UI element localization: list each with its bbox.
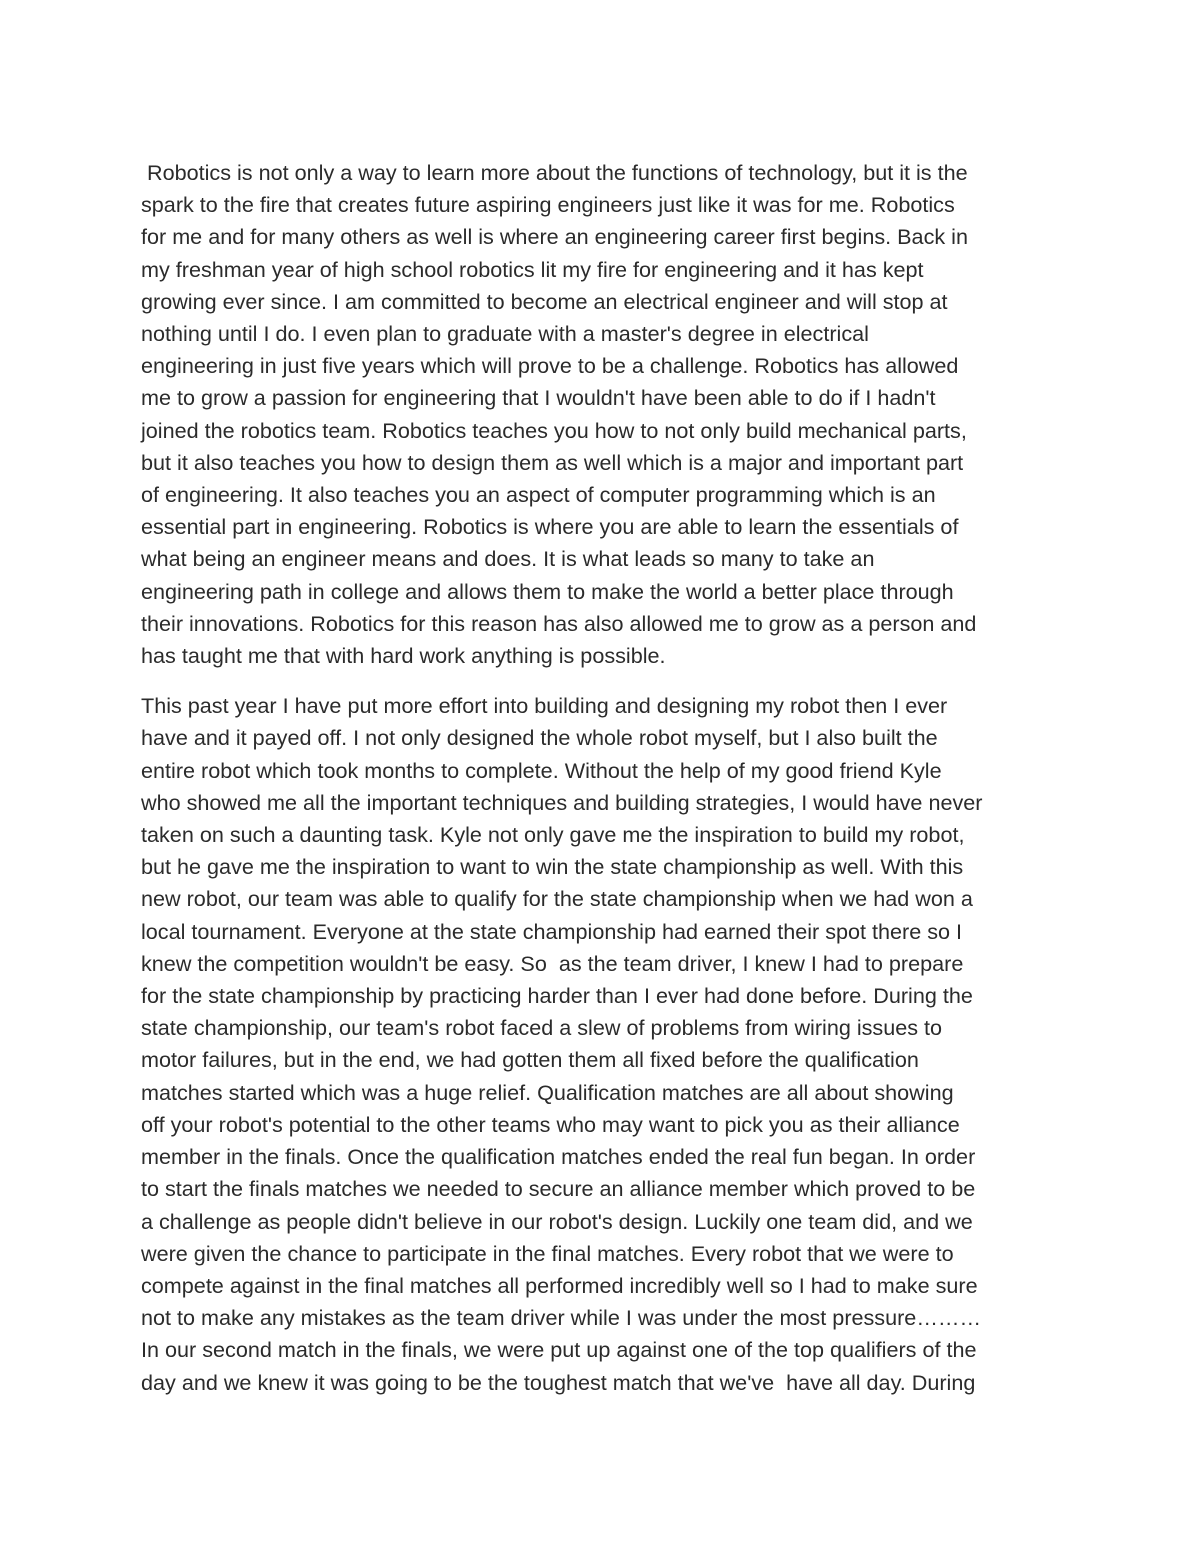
text-line: for me and for many others as well is where an engineering career first begins. Back in: [141, 224, 968, 250]
document-body: [141, 157, 1066, 1399]
text-line: nothing until I do. I even plan to graduate with a master's degree in electrical: [141, 321, 869, 347]
text-line: my freshman year of high school robotics lit my fire for engineering and it has kept: [141, 256, 924, 282]
paragraph-1: [141, 157, 1066, 672]
text-line: off your robot's potential to the other teams who may want to pick you as their alliance: [141, 1111, 960, 1137]
text-line: engineering in just five years which will prove to be a challenge. Robotics has allowed: [141, 353, 959, 379]
text-line: has taught me that with hard work anything is possible.: [141, 643, 666, 669]
text-line: of engineering. It also teaches you an aspect of computer programming which is an: [141, 482, 936, 508]
paragraph-spacer: [141, 672, 1066, 690]
text-line: new robot, our team was able to qualify for the state championship when we had won a: [141, 886, 973, 912]
text-line: In our second match in the finals, we were put up against one of the top qualifiers of the: [141, 1337, 977, 1363]
text-line: entire robot which took months to complete. Without the help of my good friend Kyle: [141, 757, 942, 783]
text-line: growing ever since. I am committed to become an electrical engineer and will stop at: [141, 288, 948, 314]
text-line: were given the chance to participate in the final matches. Every robot that we were to: [141, 1240, 954, 1266]
text-line: who showed me all the important techniques and building strategies, I would have never: [141, 789, 983, 815]
text-line: for the state championship by practicing harder than I ever had done before. During the: [141, 983, 973, 1009]
text-line: local tournament. Everyone at the state championship had earned their spot there so I: [141, 918, 963, 944]
text-line: engineering path in college and allows them to make the world a better place through: [141, 578, 954, 604]
text-line: a challenge as people didn't believe in our robot's design. Luckily one team did, and we: [141, 1208, 973, 1234]
text-line: essential part in engineering. Robotics is where you are able to learn the essentials of: [141, 514, 959, 540]
text-line: This past year I have put more effort into building and designing my robot then I ever: [141, 693, 948, 719]
text-line: but he gave me the inspiration to want to win the state championship as well. With this: [141, 854, 964, 880]
text-line: to start the finals matches we needed to secure an alliance member which proved to be: [141, 1176, 976, 1202]
text-line: not to make any mistakes as the team driver while I was under the most pressure………: [141, 1305, 982, 1331]
paragraph-2: [141, 690, 1066, 1398]
text-line: spark to the fire that creates future aspiring engineers just like it was for me. Robotics: [141, 192, 955, 218]
text-line: day and we knew it was going to be the toughest match that we've have all day. During: [141, 1369, 976, 1395]
text-line: have and it payed off. I not only designed the whole robot myself, but I also built the: [141, 725, 938, 751]
text-line: joined the robotics team. Robotics teaches you how to not only build mechanical parts,: [141, 417, 967, 443]
text-line: their innovations. Robotics for this reason has also allowed me to grow as a person and: [141, 610, 977, 636]
text-line: taken on such a daunting task. Kyle not only gave me the inspiration to build my robot,: [141, 822, 965, 848]
text-line: me to grow a passion for engineering that I wouldn't have been able to do if I hadn't: [141, 385, 936, 411]
text-line: member in the finals. Once the qualification matches ended the real fun began. In order: [141, 1144, 976, 1170]
text-line: knew the competition wouldn't be easy. So as the team driver, I knew I had to prepare: [141, 950, 964, 976]
text-line: matches started which was a huge relief. Qualification matches are all about showing: [141, 1079, 954, 1105]
text-line: what being an engineer means and does. It is what leads so many to take an: [141, 546, 875, 572]
text-line: compete against in the final matches all performed incredibly well so I had to make sure: [141, 1272, 978, 1298]
text-line: motor failures, but in the end, we had gotten them all fixed before the qualification: [141, 1047, 919, 1073]
text-line: but it also teaches you how to design them as well which is a major and important part: [141, 449, 964, 475]
text-line: state championship, our team's robot faced a slew of problems from wiring issues to: [141, 1015, 943, 1041]
text-line: Robotics is not only a way to learn more about the functions of technology, but it is the: [141, 160, 968, 185]
